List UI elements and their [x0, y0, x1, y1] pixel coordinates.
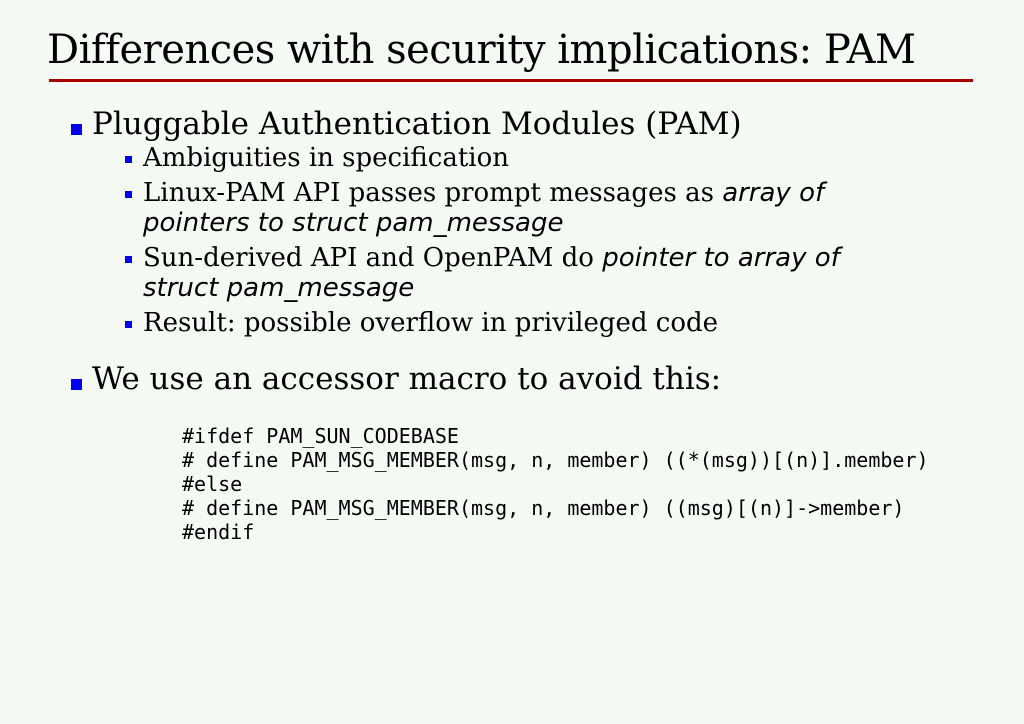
sub-bullet-plain-text: Ambiguities in specification — [143, 143, 509, 173]
sub-bullet-square-icon — [125, 321, 132, 328]
sub-bullet-result — [125, 308, 905, 338]
code-line: #endif — [182, 520, 255, 544]
sub-bullet-square-icon — [125, 156, 132, 163]
sub-bullet-text — [143, 243, 840, 303]
code-line: #else — [182, 472, 243, 496]
sub-bullet-line: struct pam_message — [143, 273, 415, 303]
code-line: # define PAM_MSG_MEMBER(msg, n, member) ((msg)[(n)]->member) — [182, 496, 905, 520]
sub-bullet-line: pointers to struct pam_message — [143, 208, 564, 238]
sub-bullet-text — [143, 308, 718, 338]
sub-bullet-italic-text: array of — [722, 178, 825, 208]
sub-bullet-line — [143, 143, 509, 173]
sub-bullet-text — [143, 178, 824, 238]
sub-bullet-square-icon — [125, 191, 132, 198]
sub-bullet-list — [125, 143, 905, 343]
bullet-item-accessor-macro — [71, 359, 721, 399]
bullet-square-icon — [71, 379, 82, 390]
title-underline — [49, 79, 973, 82]
code-line: # define PAM_MSG_MEMBER(msg, n, member) ((*(msg))[(n)].member) — [182, 448, 929, 472]
code-block — [182, 424, 929, 544]
sub-bullet-line — [143, 243, 840, 273]
bullet-square-icon — [71, 124, 82, 135]
sub-bullet-plain-text: Linux-PAM API passes prompt messages as — [143, 178, 723, 208]
bullet-item-label: We use an accessor macro to avoid this: — [92, 361, 722, 397]
sub-bullet-ambiguities — [125, 143, 905, 173]
sub-bullet-text — [143, 143, 509, 173]
bullet-item-label: Pluggable Authentication Modules (PAM) — [92, 106, 742, 142]
sub-bullet-sun-derived — [125, 243, 905, 303]
bullet-item-pam — [71, 104, 742, 144]
sub-bullet-plain-text: Sun-derived API and OpenPAM do — [143, 243, 603, 273]
sub-bullet-italic-text: pointer to array of — [602, 243, 840, 273]
sub-bullet-line — [143, 178, 824, 208]
sub-bullet-linux-pam — [125, 178, 905, 238]
slide-title: Differences with security implications: PAM — [47, 27, 916, 73]
sub-bullet-plain-text: Result: possible overflow in privileged code — [143, 308, 719, 338]
sub-bullet-line — [143, 308, 718, 338]
code-line: #ifdef PAM_SUN_CODEBASE — [182, 424, 459, 448]
sub-bullet-square-icon — [125, 256, 132, 263]
